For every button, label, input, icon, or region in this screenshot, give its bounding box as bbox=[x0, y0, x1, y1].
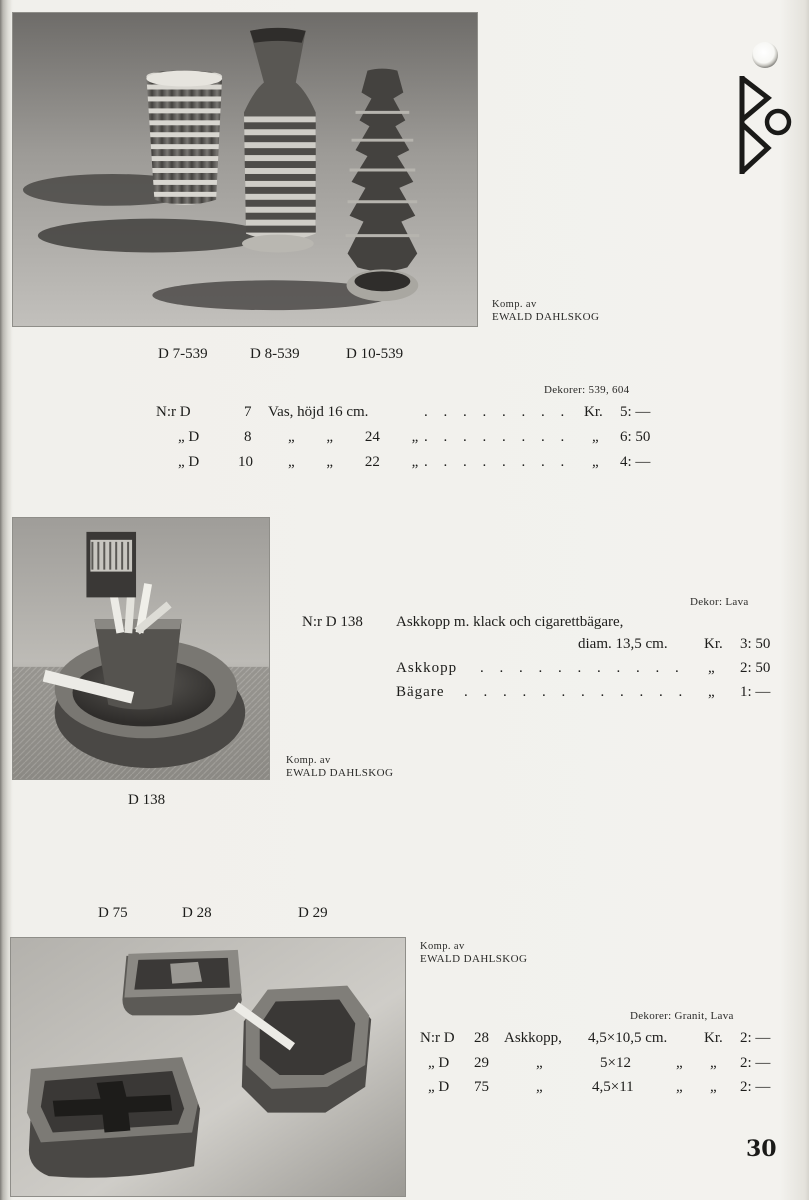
item-description: „ „ 22 „ bbox=[288, 454, 419, 470]
currency: „ bbox=[710, 1079, 717, 1095]
ditto-mark: „ bbox=[676, 1055, 683, 1071]
credit-label: Komp. av bbox=[286, 755, 331, 766]
item-size: 4,5×11 bbox=[592, 1079, 634, 1095]
item-size: 4,5×10,5 cm. bbox=[588, 1030, 668, 1046]
item-size: diam. 13,5 cm. bbox=[578, 636, 668, 652]
item-description: Vas, höjd 16 cm. bbox=[268, 404, 369, 420]
ashtray-code-2: D 28 bbox=[182, 905, 212, 921]
item-description: Askkopp, bbox=[504, 1030, 562, 1046]
item-description: Askkopp m. klack och cigarettbägare, bbox=[396, 614, 624, 630]
price: 6: 50 bbox=[620, 429, 651, 445]
item-number: 29 bbox=[474, 1055, 489, 1071]
price-row bbox=[0, 427, 809, 447]
item-number: 75 bbox=[474, 1079, 489, 1095]
vase-decor: Dekorer: 539, 604 bbox=[544, 384, 630, 396]
price: 3: 50 bbox=[740, 636, 771, 652]
currency: „ bbox=[710, 1055, 717, 1071]
price: 2: — bbox=[740, 1030, 771, 1046]
item-prefix: „ D bbox=[178, 429, 200, 445]
price-row bbox=[0, 682, 809, 702]
leader-dots: . . . . . . . . . . . . bbox=[464, 684, 689, 700]
leader-dots: . . . . . . . . . . . bbox=[480, 660, 685, 676]
item-prefix: „ D bbox=[428, 1079, 450, 1095]
credit-3 bbox=[420, 940, 527, 966]
currency: „ bbox=[708, 660, 715, 676]
price-row bbox=[0, 658, 809, 678]
price: 4: — bbox=[620, 454, 651, 470]
leader-dots: . . . . . . . . bbox=[424, 429, 571, 445]
item-prefix: N:r D bbox=[420, 1030, 455, 1046]
currency: „ bbox=[708, 684, 715, 700]
currency: Kr. bbox=[584, 404, 603, 420]
price: 1: — bbox=[740, 684, 771, 700]
page-number: 30 bbox=[746, 1136, 777, 1162]
item-number: 7 bbox=[244, 404, 252, 420]
price-row bbox=[0, 634, 809, 654]
leader-dots: . . . . . . . . bbox=[424, 404, 571, 420]
ashtray-code: D 138 bbox=[128, 792, 166, 808]
item-description: „ bbox=[536, 1055, 543, 1071]
price: 2: — bbox=[740, 1055, 771, 1071]
vase-code-1: D 7-539 bbox=[158, 346, 208, 362]
item-number: 10 bbox=[238, 454, 253, 470]
ashtray-code-3: D 29 bbox=[298, 905, 328, 921]
item-number: 8 bbox=[244, 429, 252, 445]
price-row bbox=[0, 452, 809, 472]
currency: „ bbox=[592, 429, 599, 445]
item-prefix: „ D bbox=[178, 454, 200, 470]
credit-label: Komp. av bbox=[492, 299, 537, 310]
ashtray-code-1: D 75 bbox=[98, 905, 128, 921]
price: 2: 50 bbox=[740, 660, 771, 676]
credit-label: Komp. av bbox=[420, 941, 465, 952]
credit-2 bbox=[286, 754, 393, 780]
price-row bbox=[0, 612, 809, 632]
bo-logo-icon bbox=[738, 74, 794, 178]
currency: Kr. bbox=[704, 1030, 723, 1046]
vase-code-2: D 8-539 bbox=[250, 346, 300, 362]
price-row bbox=[0, 402, 809, 422]
item-description: „ bbox=[536, 1079, 543, 1095]
item-prefix: N:r D bbox=[156, 404, 191, 420]
punch-hole bbox=[752, 42, 778, 68]
currency: „ bbox=[592, 454, 599, 470]
ashtray-decor: Dekor: Lava bbox=[690, 596, 749, 608]
vase-code-3: D 10-539 bbox=[346, 346, 404, 362]
item-prefix: N:r D 138 bbox=[302, 614, 363, 630]
item-prefix: „ D bbox=[428, 1055, 450, 1071]
price-row bbox=[0, 1077, 809, 1097]
credit-designer: EWALD DAHLSKOG bbox=[286, 767, 394, 779]
item-description: Bägare bbox=[396, 684, 445, 700]
vases-photo bbox=[12, 12, 478, 327]
item-number: 28 bbox=[474, 1030, 489, 1046]
price-row bbox=[0, 1028, 809, 1048]
ashtrays-decor: Dekorer: Granit, Lava bbox=[630, 1010, 734, 1022]
item-description: Askkopp bbox=[396, 660, 458, 676]
leader-dots: . . . . . . . . bbox=[424, 454, 571, 470]
credit-designer: EWALD DAHLSKOG bbox=[492, 311, 600, 323]
currency: Kr. bbox=[704, 636, 723, 652]
item-description: „ „ 24 „ bbox=[288, 429, 419, 445]
credit-1 bbox=[492, 298, 599, 324]
price: 5: — bbox=[620, 404, 651, 420]
ditto-mark: „ bbox=[676, 1079, 683, 1095]
item-size: 5×12 bbox=[600, 1055, 631, 1071]
price: 2: — bbox=[740, 1079, 771, 1095]
price-row bbox=[0, 1053, 809, 1073]
credit-designer: EWALD DAHLSKOG bbox=[420, 953, 528, 965]
